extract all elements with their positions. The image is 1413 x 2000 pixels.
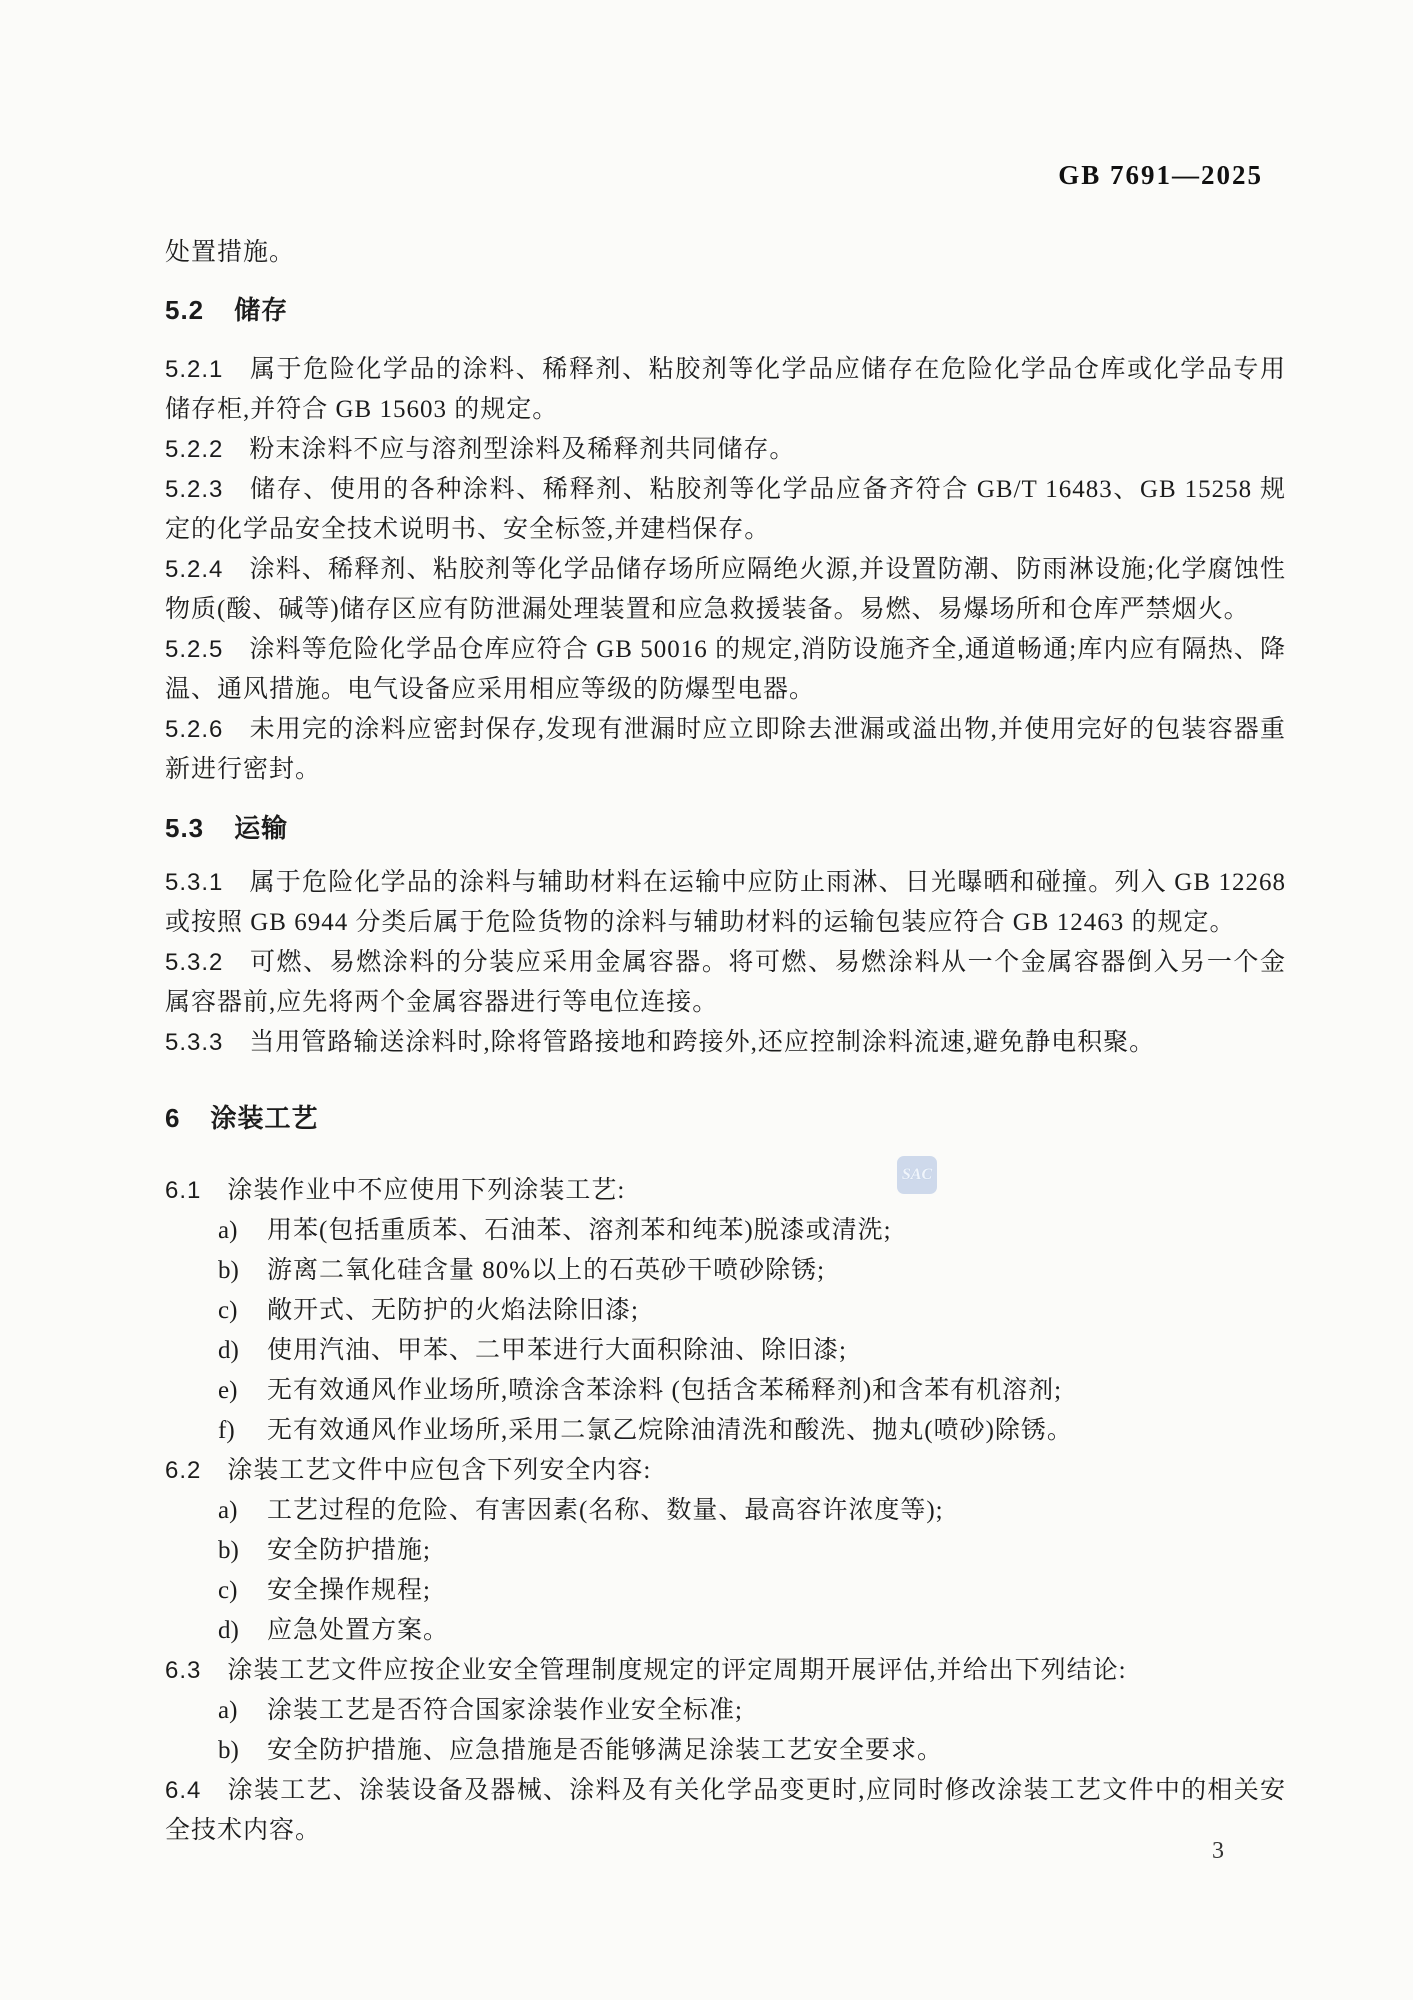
list-text: 应急处置方案。	[267, 1617, 450, 1644]
clause-text: 储存、使用的各种涂料、稀释剂、粘胶剂等化学品应备齐符合 GB/T 16483、GB 15258 规定的化学品安全技术说明书、安全标签,并建档保存。	[165, 476, 1286, 543]
list-text: 工艺过程的危险、有害因素(名称、数量、最高容许浓度等);	[267, 1497, 944, 1524]
clause-text: 可燃、易燃涂料的分装应采用金属容器。将可燃、易燃涂料从一个金属容器倒入另一个金属容器前,应先将两个金属容器进行等电位连接。	[165, 949, 1286, 1016]
list-letter: f)	[218, 1417, 235, 1444]
list-text: 使用汽油、甲苯、二甲苯进行大面积除油、除旧漆;	[267, 1337, 847, 1364]
section-number: 5.3	[165, 813, 205, 843]
clause-6-2	[165, 1451, 1286, 1491]
list-item-6-2-d	[165, 1611, 1286, 1651]
clause-number: 5.2.6	[165, 716, 224, 743]
document-body	[165, 233, 1286, 1851]
clause-number: 5.2.4	[165, 556, 224, 583]
section-title: 储存	[234, 295, 289, 325]
section-number: 6	[165, 1103, 181, 1133]
list-item-6-1-f	[165, 1411, 1286, 1451]
clause-6-1	[165, 1171, 1286, 1211]
clause-6-4	[165, 1771, 1286, 1851]
list-item-6-1-a	[165, 1211, 1286, 1251]
clause-number: 5.2.1	[165, 356, 224, 383]
clause-5-3-1	[165, 863, 1286, 943]
list-text: 安全防护措施、应急措施是否能够满足涂装工艺安全要求。	[267, 1737, 944, 1764]
list-item-6-3-a	[165, 1691, 1286, 1731]
list-text: 安全操作规程;	[267, 1577, 431, 1604]
list-letter: a)	[218, 1497, 238, 1524]
clause-5-3-2	[165, 943, 1286, 1023]
list-text: 涂装工艺是否符合国家涂装作业安全标准;	[267, 1697, 743, 1724]
clause-text: 涂装作业中不应使用下列涂装工艺:	[227, 1177, 626, 1204]
list-letter: a)	[218, 1217, 238, 1244]
list-text: 用苯(包括重质苯、石油苯、溶剂苯和纯苯)脱漆或清洗;	[267, 1217, 892, 1244]
clause-number: 5.3.1	[165, 869, 224, 896]
list-text: 无有效通风作业场所,喷涂含苯涂料 (包括含苯稀释剂)和含苯有机溶剂;	[267, 1377, 1063, 1404]
clause-text: 涂装工艺文件应按企业安全管理制度规定的评定周期开展评估,并给出下列结论:	[227, 1657, 1127, 1684]
section-heading-5-3	[165, 808, 1286, 848]
clause-text: 属于危险化学品的涂料、稀释剂、粘胶剂等化学品应储存在危险化学品仓库或化学品专用储存柜,并符合 GB 15603 的规定。	[165, 356, 1286, 423]
list-letter: d)	[218, 1337, 239, 1364]
clause-5-2-3	[165, 470, 1286, 550]
list-text: 游离二氧化硅含量 80%以上的石英砂干喷砂除锈;	[267, 1257, 826, 1284]
list-item-6-1-e	[165, 1371, 1286, 1411]
clause-5-2-5	[165, 630, 1286, 710]
clause-5-2-6	[165, 710, 1286, 790]
clause-6-3	[165, 1651, 1286, 1691]
list-letter: c)	[218, 1297, 238, 1324]
list-letter: e)	[218, 1377, 238, 1404]
list-item-6-1-d	[165, 1331, 1286, 1371]
clause-number: 5.2.2	[165, 436, 224, 463]
clause-text: 涂装工艺文件中应包含下列安全内容:	[227, 1457, 652, 1484]
list-text: 敞开式、无防护的火焰法除旧漆;	[267, 1297, 639, 1324]
section-title: 运输	[234, 813, 289, 843]
list-letter: c)	[218, 1577, 238, 1604]
list-item-6-2-a	[165, 1491, 1286, 1531]
list-item-6-2-c	[165, 1571, 1286, 1611]
page-number: 3	[1212, 1838, 1224, 1864]
clause-5-2-4	[165, 550, 1286, 630]
list-letter: b)	[218, 1257, 239, 1284]
clause-number: 6.3	[165, 1657, 202, 1684]
clause-number: 5.2.3	[165, 476, 224, 503]
list-letter: a)	[218, 1697, 238, 1724]
section-heading-5-2	[165, 290, 1286, 330]
clause-5-2-1	[165, 350, 1286, 430]
section-title: 涂装工艺	[210, 1103, 319, 1133]
clause-text: 涂装工艺、涂装设备及器械、涂料及有关化学品变更时,应同时修改涂装工艺文件中的相关安全技术内容。	[165, 1777, 1286, 1844]
clause-number: 5.2.5	[165, 636, 224, 663]
list-text: 安全防护措施;	[267, 1537, 431, 1564]
list-item-6-3-b	[165, 1731, 1286, 1771]
clause-number: 5.3.3	[165, 1029, 224, 1056]
paragraph-continuation: 处置措施。	[165, 239, 296, 266]
list-text: 无有效通风作业场所,采用二氯乙烷除油清洗和酸洗、抛丸(喷砂)除锈。	[267, 1417, 1073, 1444]
section-number: 5.2	[165, 295, 205, 325]
clause-number: 6.2	[165, 1457, 202, 1484]
list-item-6-2-b	[165, 1531, 1286, 1571]
list-item-6-1-b	[165, 1251, 1286, 1291]
clause-text: 涂料等危险化学品仓库应符合 GB 50016 的规定,消防设施齐全,通道畅通;库内应有隔热、降温、通风措施。电气设备应采用相应等级的防爆型电器。	[165, 636, 1286, 703]
clause-text: 属于危险化学品的涂料与辅助材料在运输中应防止雨淋、日光曝晒和碰撞。列入 GB 12268 或按照 GB 6944 分类后属于危险货物的涂料与辅助材料的运输包装应符合 GB 12463 的规定。	[165, 869, 1286, 936]
clause-text: 当用管路输送涂料时,除将管路接地和跨接外,还应控制涂料流速,避免静电积聚。	[249, 1029, 1156, 1056]
list-item-6-1-c	[165, 1291, 1286, 1331]
list-letter: b)	[218, 1737, 239, 1764]
standard-number-header: GB 7691—2025	[1058, 160, 1263, 190]
list-letter: d)	[218, 1617, 239, 1644]
list-letter: b)	[218, 1537, 239, 1564]
clause-5-2-2	[165, 430, 1286, 470]
clause-number: 6.4	[165, 1777, 202, 1804]
clause-text: 未用完的涂料应密封保存,发现有泄漏时应立即除去泄漏或溢出物,并使用完好的包装容器重新进行密封。	[165, 716, 1286, 783]
clause-number: 6.1	[165, 1177, 202, 1204]
clause-text: 涂料、稀释剂、粘胶剂等化学品储存场所应隔绝火源,并设置防潮、防雨淋设施;化学腐蚀性物质(酸、碱等)储存区应有防泄漏处理装置和应急救援装备。易燃、易爆场所和仓库严禁烟火。	[165, 556, 1286, 623]
clause-5-3-3	[165, 1023, 1286, 1063]
section-heading-6	[165, 1098, 1286, 1138]
clause-number: 5.3.2	[165, 949, 224, 976]
clause-text: 粉末涂料不应与溶剂型涂料及稀释剂共同储存。	[249, 436, 796, 463]
sac-watermark-label: SAC	[901, 1166, 933, 1183]
